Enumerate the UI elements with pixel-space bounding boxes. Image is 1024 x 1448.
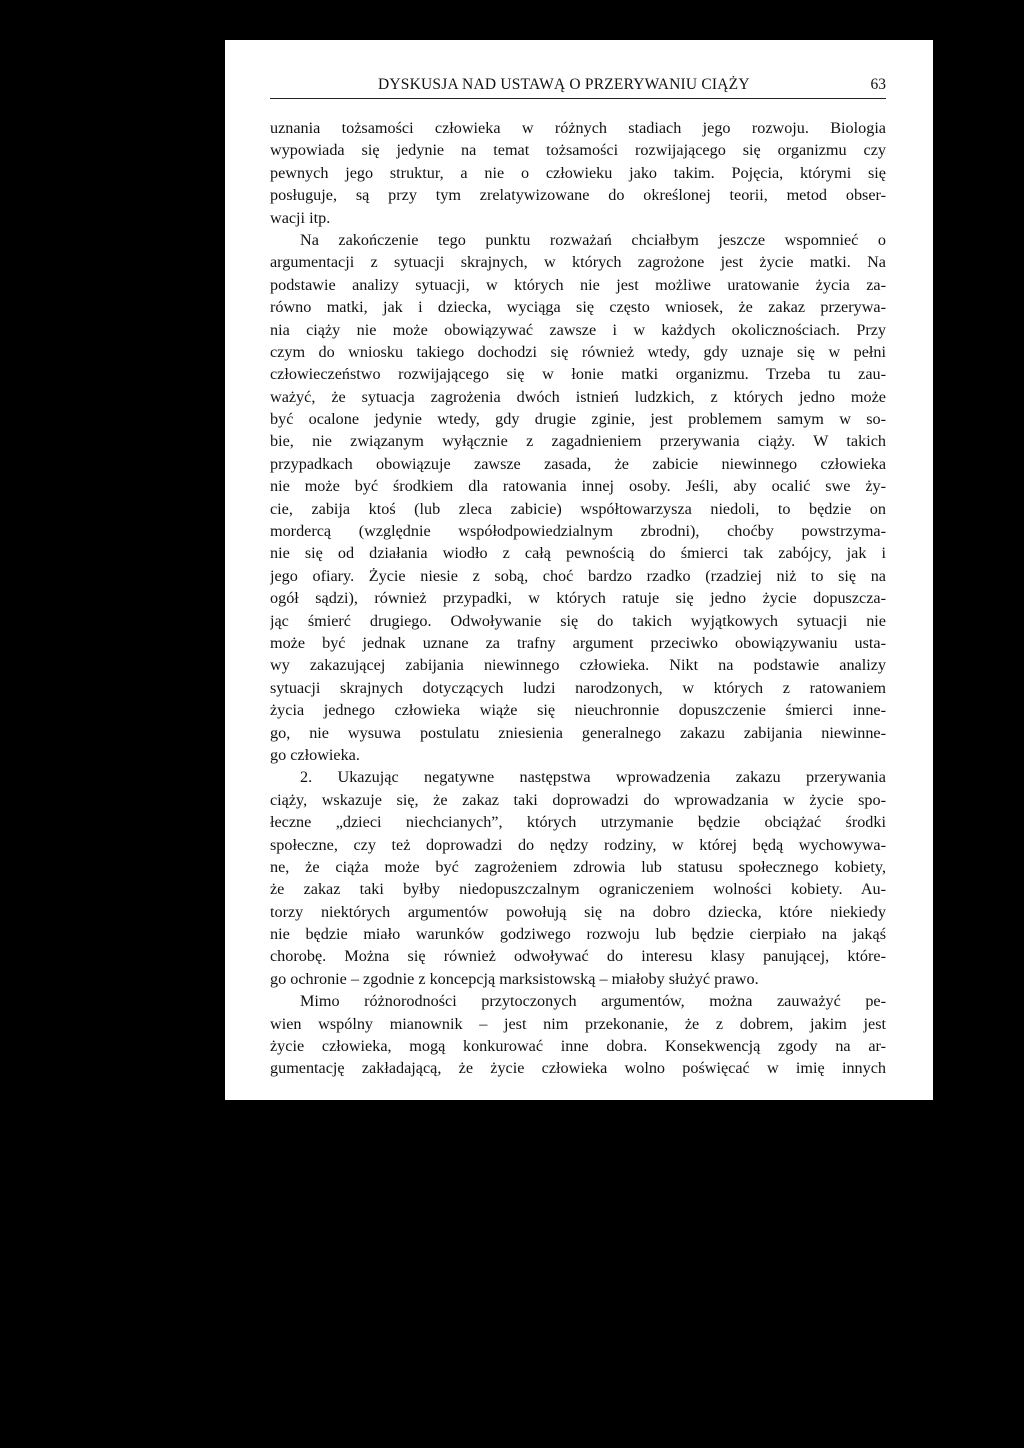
text-line: torzy niektórych argumentów powołują się na dobro dziecka, które niekiedy [270, 902, 886, 921]
text-line: posługuje, są przy tym zrelatywizowane do określonej teorii, metod obser- [270, 186, 886, 205]
text-line: gumentację zakładającą, że życie człowieka wolno poświęcać w imię innych [270, 1059, 886, 1078]
text-line: pewnych jego struktur, a nie o człowieku jako takim. Pojęcia, którymi się [270, 163, 886, 182]
text-line: nia ciąży nie może obowiązywać zawsze i w każdych okolicznościach. Przy [270, 320, 886, 339]
text-line: czym do wniosku takiego dochodzi się również wtedy, gdy uznaje się w pełni [270, 342, 886, 361]
running-title: DYSKUSJA NAD USTAWĄ O PRZERYWANIU CIĄŻY [378, 76, 750, 93]
text-line: wy zakazującej zabijania niewinnego człowieka. Nikt na podstawie analizy [270, 656, 886, 675]
text-line: podstawie analizy sytuacji, w których nie jest możliwe uratowanie życia za- [270, 275, 886, 294]
text-line: wacji itp. [270, 208, 331, 227]
text-line: go ochronie – zgodnie z koncepcją marksistowską – miałoby służyć prawo. [270, 969, 759, 988]
text-line: mordercą (względnie współodpowiedzialnym zbrodni), choćby powstrzyma- [270, 522, 886, 541]
text-line: ciąży, wskazuje się, że zakaz taki doprowadzi do wprowadzania w życie spo- [270, 790, 886, 809]
text-line: że zakaz taki byłby niedopuszczalnym ograniczeniem wolności kobiety. Au- [270, 880, 886, 899]
text-line: łeczne „dzieci niechcianych”, których utrzymanie będzie obciążać środki [270, 813, 886, 832]
text-line: ne, że ciąża może być zagrożeniem zdrowia lub statusu społecznego kobiety, [270, 857, 886, 876]
text-line: społeczne, czy też doprowadzi do nędzy rodziny, w której będą wychowywa- [270, 835, 886, 854]
text-line: nie się od działania wiodło z całą pewnością do śmierci tak zabójcy, jak i [270, 544, 886, 563]
text-line: bie, nie związanym wyłącznie z zagadnieniem przerywania ciąży. W takich [270, 432, 886, 451]
text-line: go, nie wysuwa postulatu zniesienia generalnego zakazu zabijania niewinne- [270, 723, 886, 742]
text-line: chorobę. Można się również odwoływać do interesu klasy panującej, które- [270, 947, 886, 966]
text-line: nie może być środkiem dla ratowania innej osoby. Jeśli, aby ocalić swe ży- [270, 477, 886, 496]
text-line: go człowieka. [270, 745, 360, 764]
body-text [270, 117, 886, 1080]
text-line: 2. Ukazując negatywne następstwa wprowadzenia zakazu przerywania [300, 768, 886, 787]
text-line: wien wspólny mianownik – jest nim przekonanie, że z dobrem, jakim jest [270, 1014, 886, 1033]
text-line: ogół sądzi), również przypadki, w których ratuje się jedno życie dopuszcza- [270, 589, 886, 608]
text-line: być ocalone jedynie wtedy, gdy drugie zginie, jest problemem samym w so- [270, 410, 886, 429]
text-line: Mimo różnorodności przytoczonych argumentów, można zauważyć pe- [300, 992, 886, 1011]
text-line: człowieczeństwo rozwijającego się w łonie matki organizmu. Trzeba tu zau- [270, 365, 886, 384]
text-line: jego ofiary. Życie niesie z sobą, choć bardzo rzadko (rzadziej niż to się na [270, 566, 886, 585]
text-line: nie będzie miało warunków godziwego rozwoju lub będzie cierpiało na jakąś [270, 925, 886, 944]
text-line: sytuacji skrajnych dotyczących ludzi narodzonych, w których z ratowaniem [270, 678, 886, 697]
running-header [270, 76, 886, 99]
text-line: uznania tożsamości człowieka w różnych stadiach jego rozwoju. Biologia [270, 119, 886, 137]
text-line: życia jednego człowieka wiąże się nieuchronnie dopuszczenie śmierci inne- [270, 701, 886, 720]
text-line: wypowiada się jedynie na temat tożsamości rozwijającego się organizmu czy [270, 141, 886, 160]
text-line: równo matki, jak i dziecka, wyciąga się często wniosek, że zakaz przerywa- [270, 298, 886, 317]
text-line: przypadkach obowiązuje zawsze zasada, że zabicie niewinnego człowieka [270, 454, 886, 473]
text-line: Na zakończenie tego punktu rozważań chciałbym jeszcze wspomnieć o [300, 230, 886, 249]
text-line: ważyć, że sytuacja zagrożenia dwóch istnień ludzkich, z których jedno może [270, 387, 886, 406]
text-line: życie człowieka, mogą konkurować inne dobra. Konsekwencją zgody na ar- [270, 1037, 886, 1056]
text-line: jąc śmierć drugiego. Odwoływanie się do takich wyjątkowych sytuacji nie [270, 611, 886, 630]
text-line: może być jednak uznane za trafny argument przeciwko obowiązywaniu usta- [270, 633, 886, 652]
text-line: argumentacji z sytuacji skrajnych, w których zagrożone jest życie matki. Na [270, 253, 886, 272]
text-line: cie, zabija ktoś (lub zleca zabicie) współtowarzysza niedoli, to będzie on [270, 499, 886, 518]
page-number: 63 [870, 76, 886, 93]
